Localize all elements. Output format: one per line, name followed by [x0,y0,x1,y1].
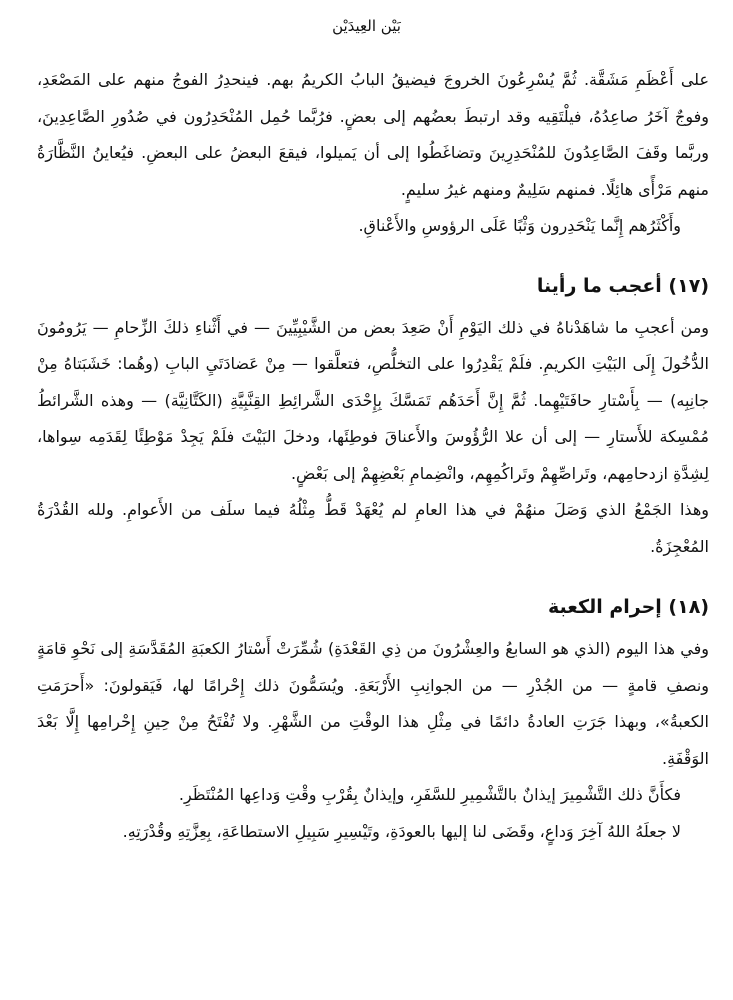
body-paragraph: على أَعْظَمِ مَشَقَّة. ثُمَّ يُسْرِعُونَ الخروجَ فيضيقُ البابُ الكريمُ بهم. فينحدِرُ الفوجُ منهم على المَصْعَدِ، وفوجٌ آخَرُ صاعِدُهُ، فيلْتَقِيه وقد ارتبطَ بعضُهم إلى بعضٍ. فرُبَّما حُمِل المُنْحَدِرُون في صُدُورِ الصَّاعِدِينَ، وربَّما وقَفَ الصَّاعِدُونَ للمُنْحَدِرِينَ وتضاغَطُوا إلى أن يَميلوا، فيقعَ البعضُ على البعضِ. فيُعاينُ النَّظَّارَةُ منهم مَرْأًى هائِلًا. فمنهم سَلِيمٌ ومنهم غيرُ سليمٍ. [37,70,709,199]
section-heading-17: (١٧) أعجب ما رأينا [536,274,709,297]
body-paragraph: لا جعلَهُ اللهُ آخِرَ وَداعٍ، وقَضَى لنا إليها بالعودَةِ، وتَيْسِيرِ سَبِيلِ الاستطاعَةِ، بِعِزَّتِهِ وقُدْرَتِهِ. [122,821,681,841]
section-heading-18: (١٨) إحرام الكعبة [548,596,709,618]
body-paragraph: ومن أعجبِ ما شاهَدْناهُ في ذلك اليَوْمِ أَنْ صَعِدَ بعض من الشَّيْبِيِّينَ — في أَثْناءِ ذلكَ الزِّحامِ — يَرُومُونَ الدُّخُولَ إِلَى البَيْتِ الكريمِ. فلَمْ يَقْدِرُوا على التخلُّصِ، فتعلَّقوا — مِنْ عَضادَتَيِ البابِ (وهُما: خَشَبَتاهُ مِنْ جانِبِه) — بِأَسْتارِ حافَتَيْهِما. ثُمَّ إِنَّ أَحَدَهُم تَمَسَّكَ بِإِحْدَى الشَّرائِطِ القِنَّبِيَّةِ (الكَتَّانِيَّة) — وهذه الشَّرائطُ مُمْسِكة للأَستارِ — إلى أن علا الرُّؤُوسَ والأَعناقَ فوطِئَها، ودخلَ البَيْتَ فلَمْ يَجِدْ مَوْطِئًا لِقَدَمِه سِواها، لِشِدَّةِ ازدحامِهم، وتَراصِّهِمْ وتَراكُمِهِم، وانْضِمامِ بَعْضِهِمْ إلى بَعْضٍ. [37,317,709,483]
body-paragraph: وفي هذا اليوم (الذي هو السابعُ والعِشْرُونَ من ذِي القَعْدَةِ) شُمِّرَتْ أَسْتارُ الكعبَةِ المُقَدَّسَةِ إلى نَحْوِ قامَةٍ ونصفِ قامةٍ — من الجُدْرِ — من الجوانِبِ الأَرْبَعَةِ. ويُسَمُّونَ ذلك إِحْرامًا لها، فَيَقولونَ: «أَحرَمَتِ الكعبةُ»، وبهذا جَرَتِ العادةُ دائمًا في مِثْلِ هذا الوقْتِ من الشَّهْرِ. ولا تُفْتَحُ مِنْ حِينِ إِحْرامِها إِلَّا بَعْدَ الوَقْفَةِ. [37,639,709,768]
body-paragraph: وهذا الجَمْعُ الذي وَصَلَ منهُمْ في هذا العامِ لم يُعْهَدْ قَطُّ مِثْلُهُ فيما سلَف من الأَعوامِ. ولله القُدْرَةُ المُعْجِزَةُ. [37,500,709,556]
page-body [37,62,709,850]
running-header: بَيْن العِيدَيْن [332,17,401,35]
body-paragraph: فكأَنَّ ذلك التَّشْمِيرَ إيذانٌ بالتَّشْمِيرِ للسَّفَرِ، وإيذانٌ بِقُرْبِ وقْتِ وَداعِها المُنْتَظَرِ. [178,785,681,804]
body-paragraph: وأَكْثَرُهم إِنَّما يَنْحَدِرون وَثْبًا عَلَى الرؤوسِ والأَعْناقِ. [358,216,681,235]
